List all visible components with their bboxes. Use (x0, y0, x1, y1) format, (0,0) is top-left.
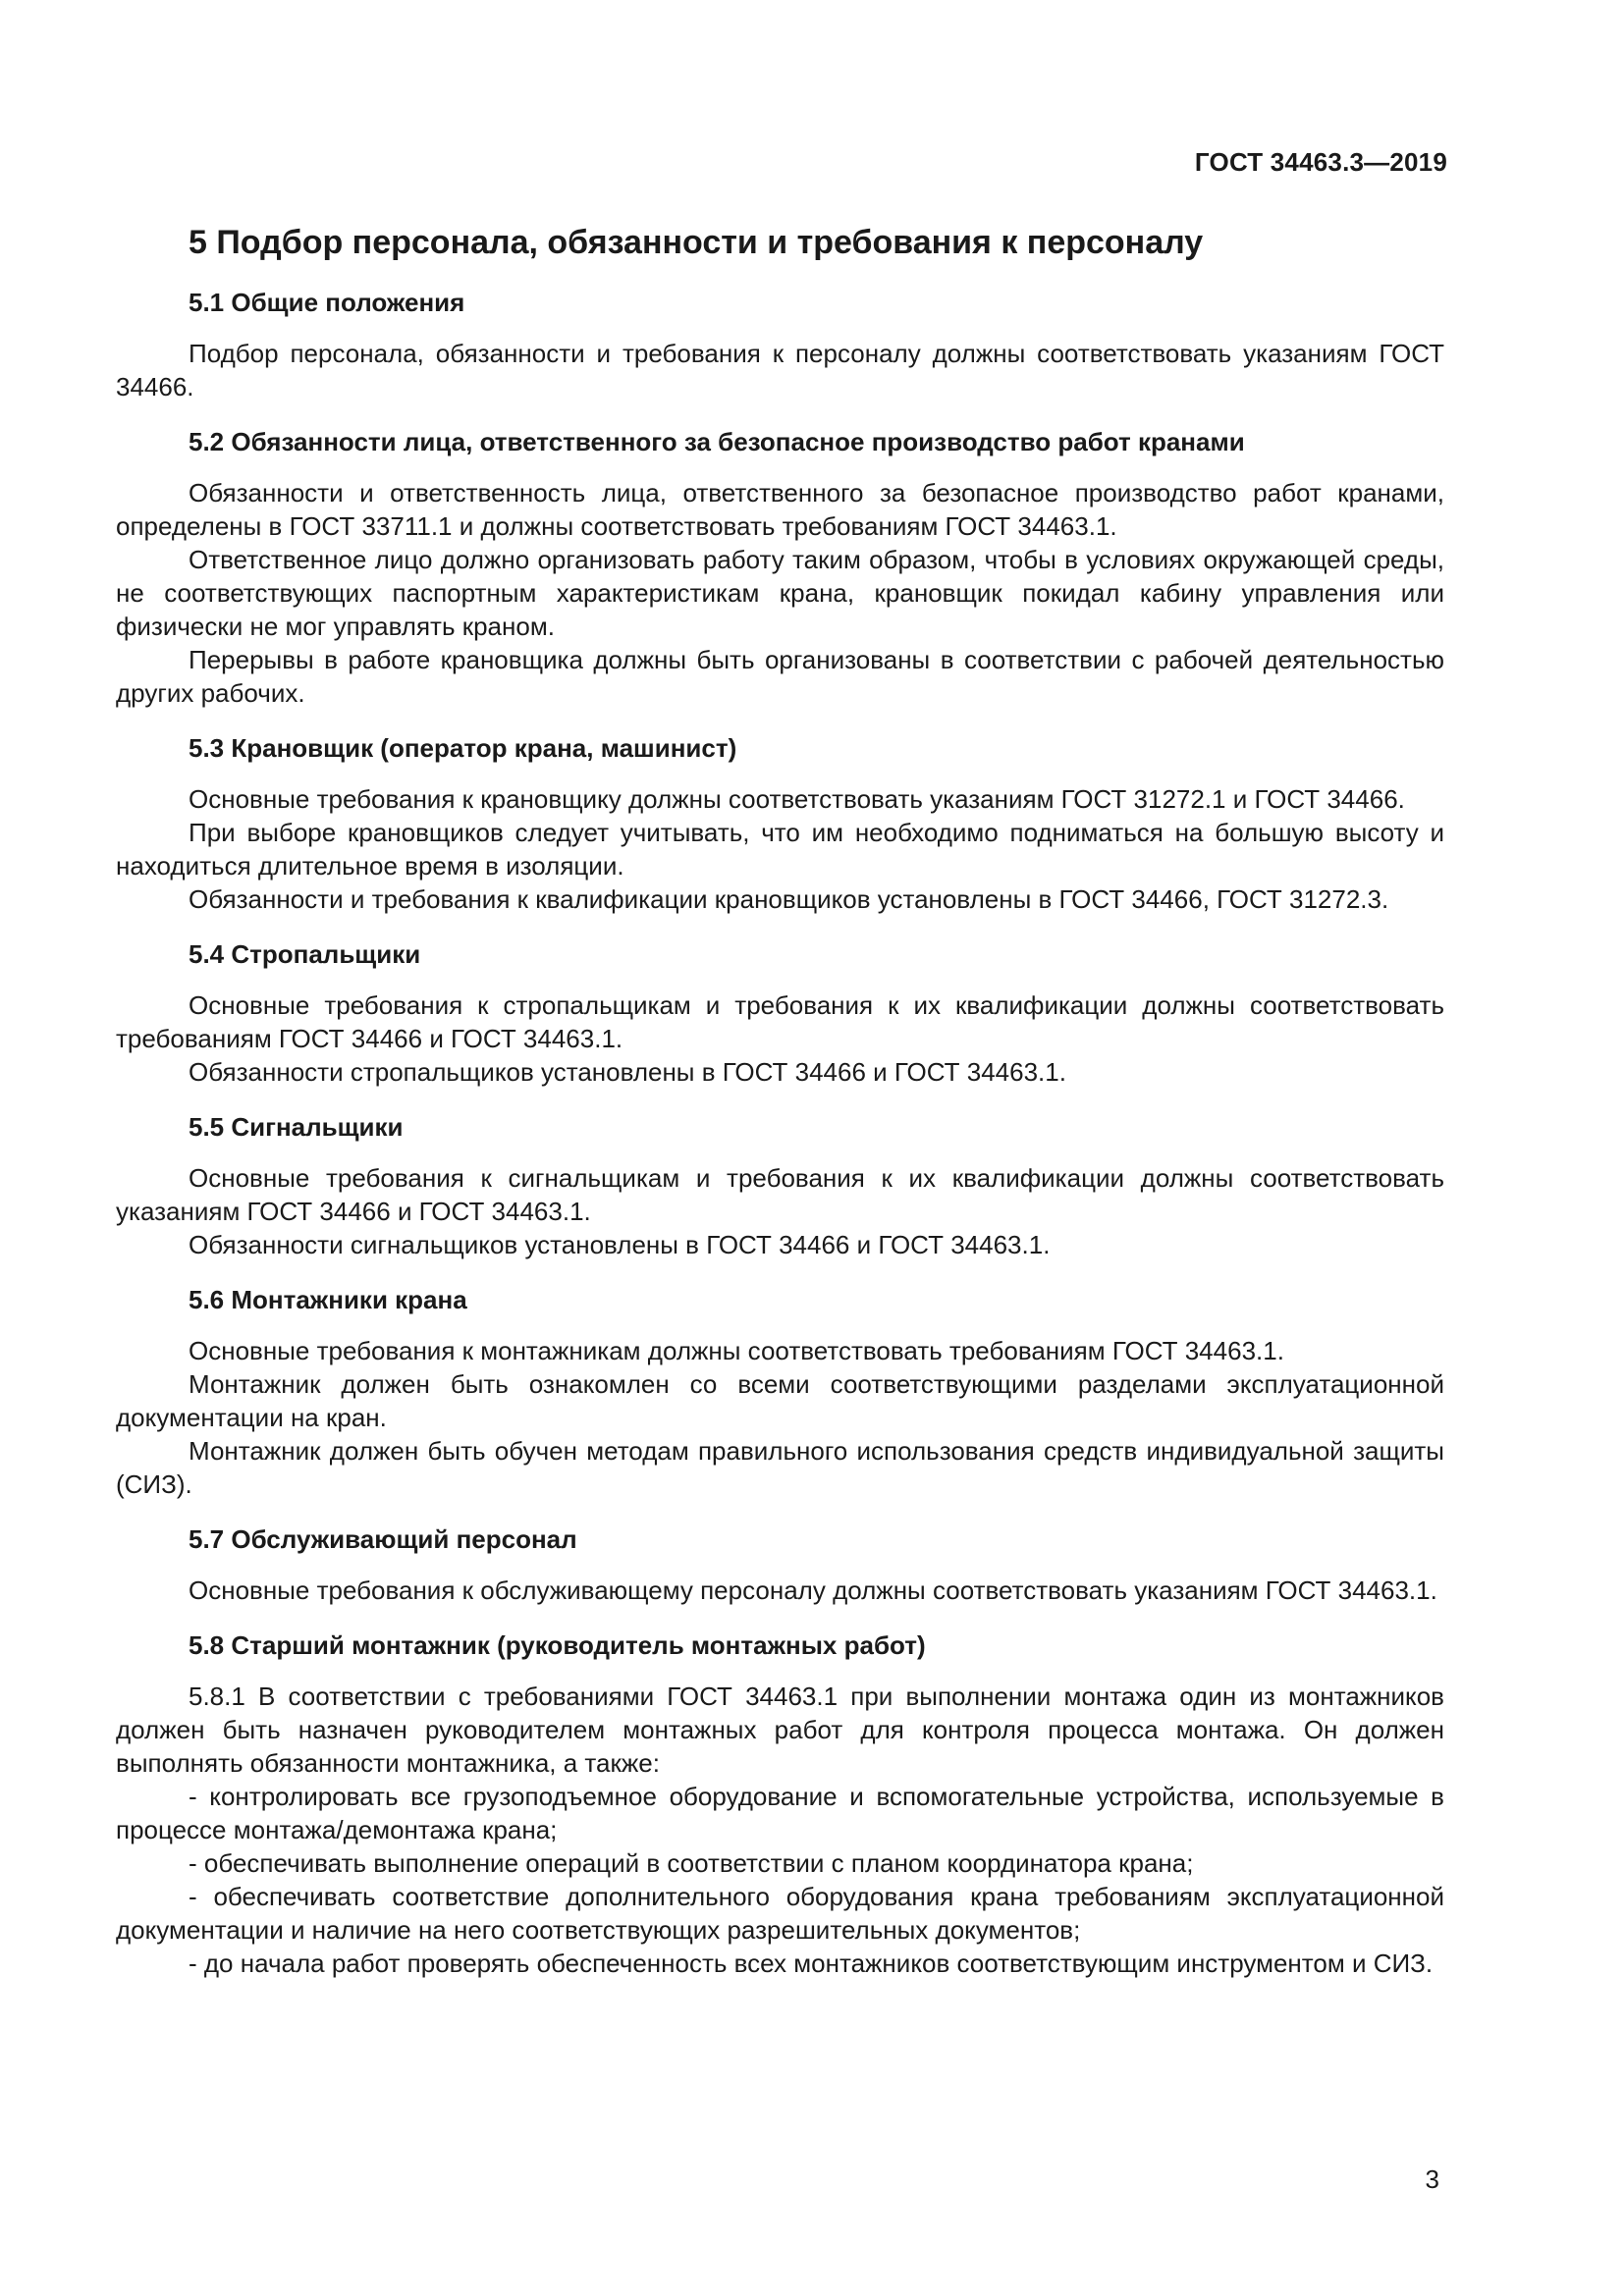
subsection-title: 5.6 Монтажники крана (189, 1285, 467, 1314)
subsection-5-3 (116, 731, 1444, 916)
list-item: - до начала работ проверять обеспеченность всех монтажников соответствующим инструментом и СИЗ. (189, 1949, 1434, 1978)
paragraph: Ответственное лицо должно организовать работу таким образом, чтобы в условиях окружающей среды, не соответствующих паспортным характеристикам крана, крановщик покидал кабину управления или физически не мог управлять краном. (116, 545, 1444, 641)
subsection-5-4 (116, 937, 1444, 1089)
paragraph: 5.8.1 В соответствии с требованиями ГОСТ 34463.1 при выполнении монтажа один из монтажников должен быть назначен руководителем монтажных работ для контроля процесса монтажа. Он должен выполнять обязанности монтажника, а также: (116, 1682, 1444, 1778)
paragraph: Основные требования к сигнальщикам и требования к их квалификации должны соответствовать указаниям ГОСТ 34466 и ГОСТ 34463.1. (116, 1163, 1444, 1226)
subsection-5-6 (116, 1283, 1444, 1501)
paragraph: Обязанности и требования к квалификации крановщиков установлены в ГОСТ 34466, ГОСТ 31272.3. (189, 884, 1389, 914)
paragraph: Основные требования к обслуживающему персоналу должны соответствовать указаниям ГОСТ 34463.1. (189, 1575, 1437, 1605)
subsection-5-5 (116, 1110, 1444, 1261)
list-item: - обеспечивать соответствие дополнительного оборудования крана требованиям эксплуатационной документации и наличие на него соответствующих разрешительных документов; (116, 1882, 1444, 1945)
paragraph: Перерывы в работе крановщика должны быть организованы в соответствии с рабочей деятельностью других рабочих. (116, 645, 1444, 708)
subsection-title: 5.4 Стропальщики (189, 939, 421, 969)
subsection-title: 5.7 Обслуживающий персонал (189, 1524, 577, 1554)
paragraph: Монтажник должен быть обучен методам правильного использования средств индивидуальной защиты (СИЗ). (116, 1436, 1444, 1499)
document-header-id: ГОСТ 34463.3—2019 (1194, 147, 1447, 177)
paragraph: Подбор персонала, обязанности и требования к персоналу должны соответствовать указаниям ГОСТ 34466. (116, 339, 1444, 401)
paragraph: Основные требования к крановщику должны соответствовать указаниям ГОСТ 31272.1 и ГОСТ 34466. (189, 784, 1405, 814)
subsection-title: 5.5 Сигнальщики (189, 1112, 404, 1142)
paragraph: При выборе крановщиков следует учитывать, что им необходимо подниматься на большую высоту и находиться длительное время в изоляции. (116, 818, 1444, 881)
subsection-5-7 (116, 1522, 1444, 1607)
subsection-title: 5.3 Крановщик (оператор крана, машинист) (189, 733, 737, 763)
paragraph: Основные требования к монтажникам должны соответствовать требованиям ГОСТ 34463.1. (189, 1336, 1284, 1365)
paragraph: Основные требования к стропальщикам и требования к их квалификации должны соответствовать требованиям ГОСТ 34466 и ГОСТ 34463.1. (116, 990, 1444, 1053)
subsection-title: 5.8 Старший монтажник (руководитель монтажных работ) (189, 1630, 926, 1660)
list-item: - контролировать все грузоподъемное оборудование и вспомогательные устройства, используемые в процессе монтажа/демонтажа крана; (116, 1782, 1444, 1844)
paragraph: Обязанности и ответственность лица, ответственного за безопасное производство работ кранами, определены в ГОСТ 33711.1 и должны соответствовать требованиям ГОСТ 34463.1. (116, 478, 1444, 541)
subsection-title: 5.2 Обязанности лица, ответственного за безопасное производство работ кранами (189, 427, 1245, 456)
list-item: - обеспечивать выполнение операций в соответствии с планом координатора крана; (189, 1848, 1194, 1878)
subsection-5-2 (116, 425, 1444, 710)
paragraph: Обязанности стропальщиков установлены в ГОСТ 34466 и ГОСТ 34463.1. (189, 1057, 1066, 1087)
document-content (116, 224, 1444, 2002)
page-number: 3 (1425, 2164, 1439, 2194)
section-title: 5 Подбор персонала, обязанности и требования к персоналу (189, 224, 1204, 261)
subsection-title: 5.1 Общие положения (189, 288, 465, 317)
paragraph: Обязанности сигнальщиков установлены в ГОСТ 34466 и ГОСТ 34463.1. (189, 1230, 1051, 1259)
subsection-5-1 (116, 286, 1444, 403)
subsection-5-8 (116, 1629, 1444, 1980)
paragraph: Монтажник должен быть ознакомлен со всеми соответствующими разделами эксплуатационной документации на кран. (116, 1369, 1444, 1432)
